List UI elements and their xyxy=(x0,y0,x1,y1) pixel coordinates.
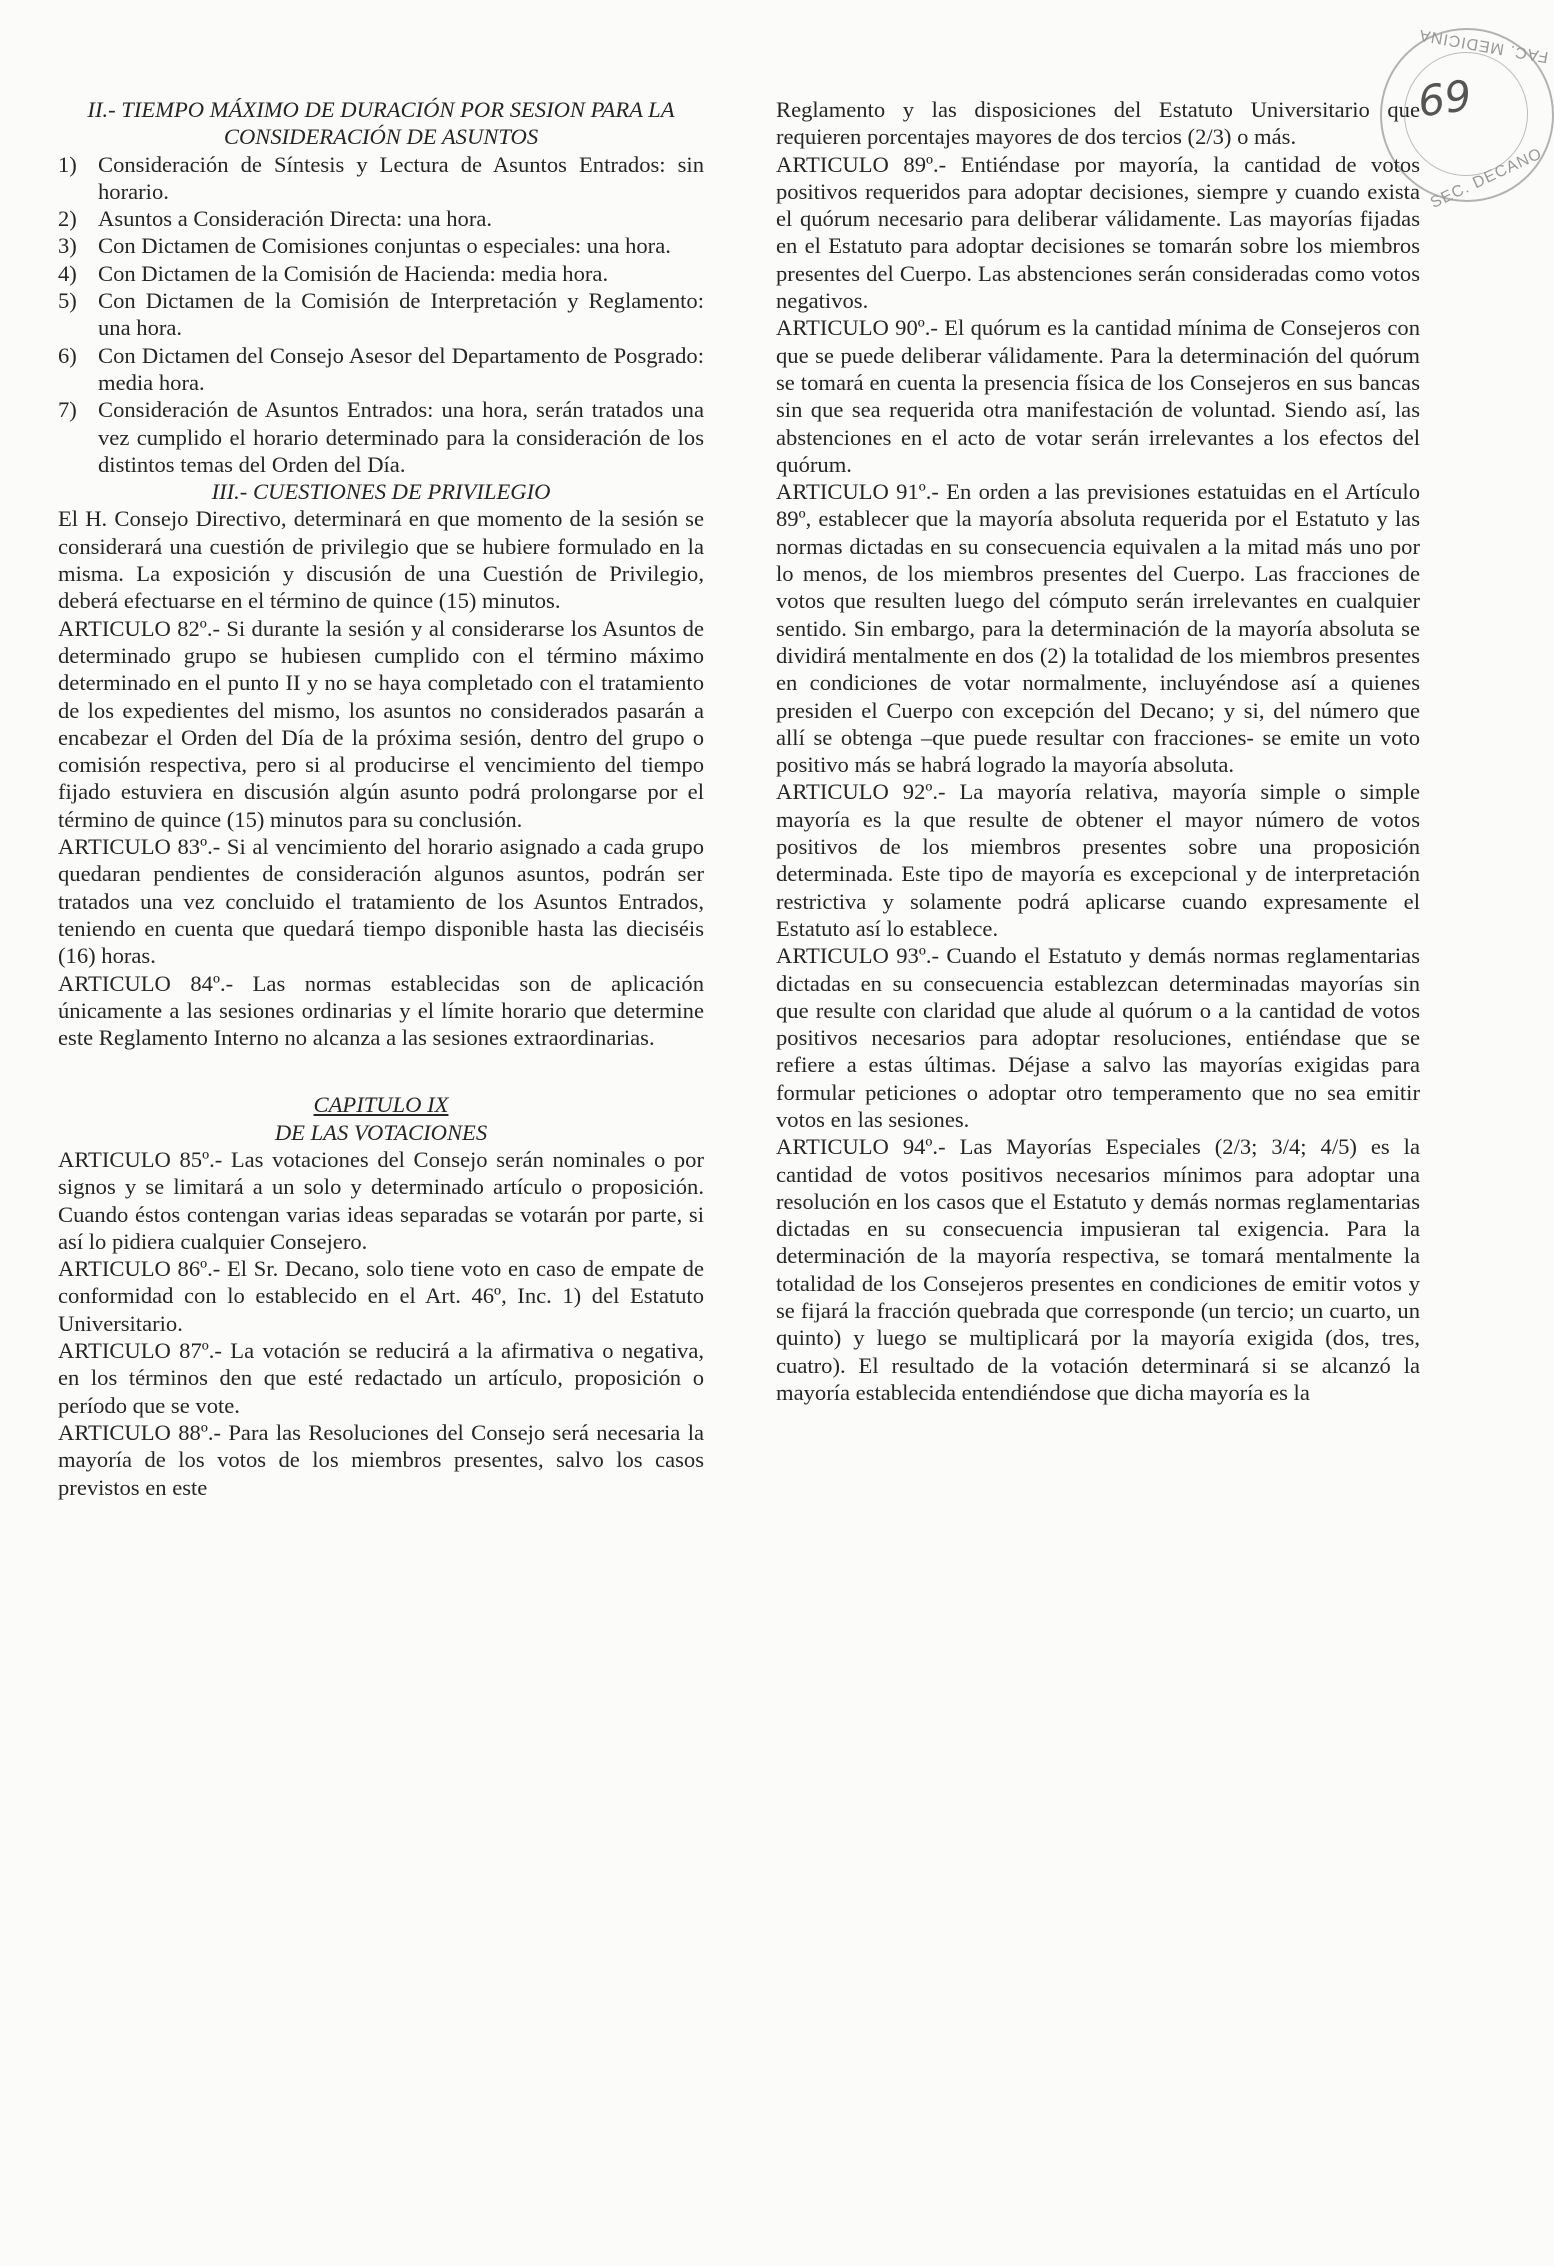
time-limit-list xyxy=(58,151,704,479)
article-83: ARTICULO 83º.- Si al vencimiento del horario asignado a cada grupo quedaran pendientes de consideración algunos asuntos, podrán ser tratados una vez concluido el tratamiento de los Asuntos Entrados, teniendo en cuenta que quedará tiempo disponible hasta las dieciséis (16) horas. xyxy=(58,834,704,969)
item-number: 2) xyxy=(58,206,77,232)
left-column xyxy=(58,96,704,1501)
article-90: ARTICULO 90º.- El quórum es la cantidad mínima de Consejeros con que se puede deliberar válidamente. Para la determinación del quórum se tomará en cuenta la presencia física de los Consejeros en sus bancas sin que sea requerida otra manifestación de voluntad. Siendo así, las abstenciones en el acto de votar serán irrelevantes a los efectos del quórum. xyxy=(776,315,1420,477)
paragraph-privilegio: El H. Consejo Directivo, determinará en que momento de la sesión se considerará una cuestión de privilegio que se hubiere formulado en la misma. La exposición y discusión de una Cuestión de Privilegio, deberá efectuarse en el término de quince (15) minutos. xyxy=(58,506,704,614)
item-text: Consideración de Síntesis y Lectura de Asuntos Entrados: sin horario. xyxy=(98,151,704,204)
article-87: ARTICULO 87º.- La votación se reducirá a la afirmativa o negativa, en los términos den que esté redactado un artículo, proposición o período que se vote. xyxy=(58,1338,704,1418)
spacer xyxy=(58,1051,704,1091)
article-89: ARTICULO 89º.- Entiéndase por mayoría, la cantidad de votos positivos requeridos para adoptar decisiones, siempre y cuando exista el quórum necesario para deliberar válidamente. Las mayorías fijadas en el Estatuto para adoptar decisiones se tomarán sobre los miembros presentes del Cuerpo. Las abstenciones serán consideradas como votos negativos. xyxy=(776,151,1420,314)
item-text: Con Dictamen de la Comisión de Hacienda: media hora. xyxy=(98,260,609,286)
right-column xyxy=(776,96,1420,1406)
item-text: Con Dictamen de Comisiones conjuntas o especiales: una hora. xyxy=(98,233,671,259)
article-93: ARTICULO 93º.- Cuando el Estatuto y demás normas reglamentarias dictadas en su consecuencia establezcan determinadas mayorías sin que resulte con claridad que alude al quórum o a la cantidad de votos positivos necesarios para adoptar resoluciones, entiéndase que se refiere a estas últimas. Déjase a salvo las mayorías exigidas para formular peticiones o adoptar otro temperamento que no sea emitir votos en las sesiones. xyxy=(776,943,1420,1132)
article-86: ARTICULO 86º.- El Sr. Decano, solo tiene voto en caso de empate de conformidad con lo establecido en el Art. 46º, Inc. 1) del Estatuto Universitario. xyxy=(58,1256,704,1336)
item-number: 6) xyxy=(58,342,77,368)
list-item xyxy=(58,151,704,206)
item-text: Con Dictamen del Consejo Asesor del Departamento de Posgrado: media hora. xyxy=(98,342,704,395)
article-88: ARTICULO 88º.- Para las Resoluciones del Consejo será necesaria la mayoría de los votos de los miembros presentes, salvo los casos previstos en este xyxy=(58,1419,704,1500)
section-heading-ii: II.- TIEMPO MÁXIMO DE DURACIÓN POR SESION PARA LA CONSIDERACIÓN DE ASUNTOS xyxy=(87,97,675,150)
seal-top-text: FAC. MEDICINA xyxy=(1417,25,1550,66)
article-82: ARTICULO 82º.- Si durante la sesión y al considerarse los Asuntos de determinado grupo se hubiesen cumplido con el término máximo determinado en el punto II y no se haya completado con el tratamiento de los expedientes del mismo, los asuntos no considerados pasarán a encabezar el Orden del Día de la próxima sesión, dentro del grupo o comisión respectiva, pero si al producirse el vencimiento del tiempo fijado estuviera en discusión algún asunto podrá prolongarse por el término de quince (15) minutos para su conclusión. xyxy=(58,615,704,832)
handwritten-folio-number: 69 xyxy=(1414,70,1475,127)
article-85: ARTICULO 85º.- Las votaciones del Consejo serán nominales o por signos y se limitará a un solo y determinado artículo o proposición. Cuando éstos contengan varias ideas separadas se votarán por parte, si así lo pidiera cualquier Consejero. xyxy=(58,1146,704,1254)
article-94: ARTICULO 94º.- Las Mayorías Especiales (2/3; 3/4; 4/5) es la cantidad de votos positivos necesarios mínimos para adoptar una resolución en los casos que el Estatuto y demás normas reglamentarias dictadas en su consecuencia impusieran tal exigencia. Para la determinación de la mayoría respectiva, se tomará mentalmente la totalidad de los Consejeros presentes en condiciones de emitir votos y se fijará la fracción quebrada que corresponde (un tercio; un cuarto, un quinto) y luego se multiplicará por la mayoría exigida (dos, tres, cuatro). El resultado de la votación determinará si se alcanzó la mayoría establecida entendiéndose que dicha mayoría es la xyxy=(776,1134,1420,1405)
item-number: 3) xyxy=(58,233,77,259)
article-91: ARTICULO 91º.- En orden a las previsiones estatuidas en el Artículo 89º, establecer que la mayoría absoluta requerida por el Estatuto y las normas dictadas en su consecuencia equivalen a la mitad más uno por lo menos, de los miembros presentes del Cuerpo. Las fracciones de votos que resulten luego del cómputo serán irrelevantes en cualquier sentido. Sin embargo, para la determinación de la mayoría absoluta se dividirá mentalmente en dos (2) la totalidad de los miembros presentes en condiciones de votar normalmente, incluyéndose así a quienes presiden el Cuerpo con excepción del Decano; y si, del número que allí se obtenga –que puede resultar con fracciones- se emite un voto positivo más se habrá logrado la mayoría absoluta. xyxy=(776,479,1420,778)
section-heading-iii: III.- CUESTIONES DE PRIVILEGIO xyxy=(211,479,551,505)
list-item xyxy=(58,342,704,397)
list-item xyxy=(58,287,704,342)
article-84: ARTICULO 84º.- Las normas establecidas son de aplicación únicamente a las sesiones ordinarias y el límite horario que determine este Reglamento Interno no alcanza a las sesiones extraordinarias. xyxy=(58,970,704,1051)
item-number: 7) xyxy=(58,397,77,423)
article-92: ARTICULO 92º.- La mayoría relativa, mayoría simple o simple mayoría es la que resulte de obtener el mayor número de votos positivos de los miembros presentes sobre una proposición determinada. Este tipo de mayoría es excepcional y de interpretación restrictiva y solamente podrá aplicarse cuando expresamente el Estatuto así lo establece. xyxy=(776,779,1420,941)
item-text: Con Dictamen de la Comisión de Interpretación y Reglamento: una hora. xyxy=(98,288,704,341)
chapter-title: CAPITULO IX xyxy=(313,1092,449,1118)
chapter-subtitle: DE LAS VOTACIONES xyxy=(274,1119,488,1145)
list-item xyxy=(58,396,704,478)
item-number: 4) xyxy=(58,260,77,286)
list-item xyxy=(58,232,704,259)
list-item xyxy=(58,260,704,287)
item-number: 1) xyxy=(58,151,77,177)
item-number: 5) xyxy=(58,288,77,314)
list-item xyxy=(58,205,704,232)
article-88-continued: Reglamento y las disposiciones del Estatuto Universitario que requieren porcentajes mayores de dos tercios (2/3) o más. xyxy=(776,97,1420,150)
seal-bottom-text: SEC. DECANO xyxy=(1427,145,1545,212)
item-text: Consideración de Asuntos Entrados: una hora, serán tratados una vez cumplido el horario determinado para la consideración de los distintos temas del Orden del Día. xyxy=(98,397,704,477)
item-text: Asuntos a Consideración Directa: una hora. xyxy=(98,206,493,232)
